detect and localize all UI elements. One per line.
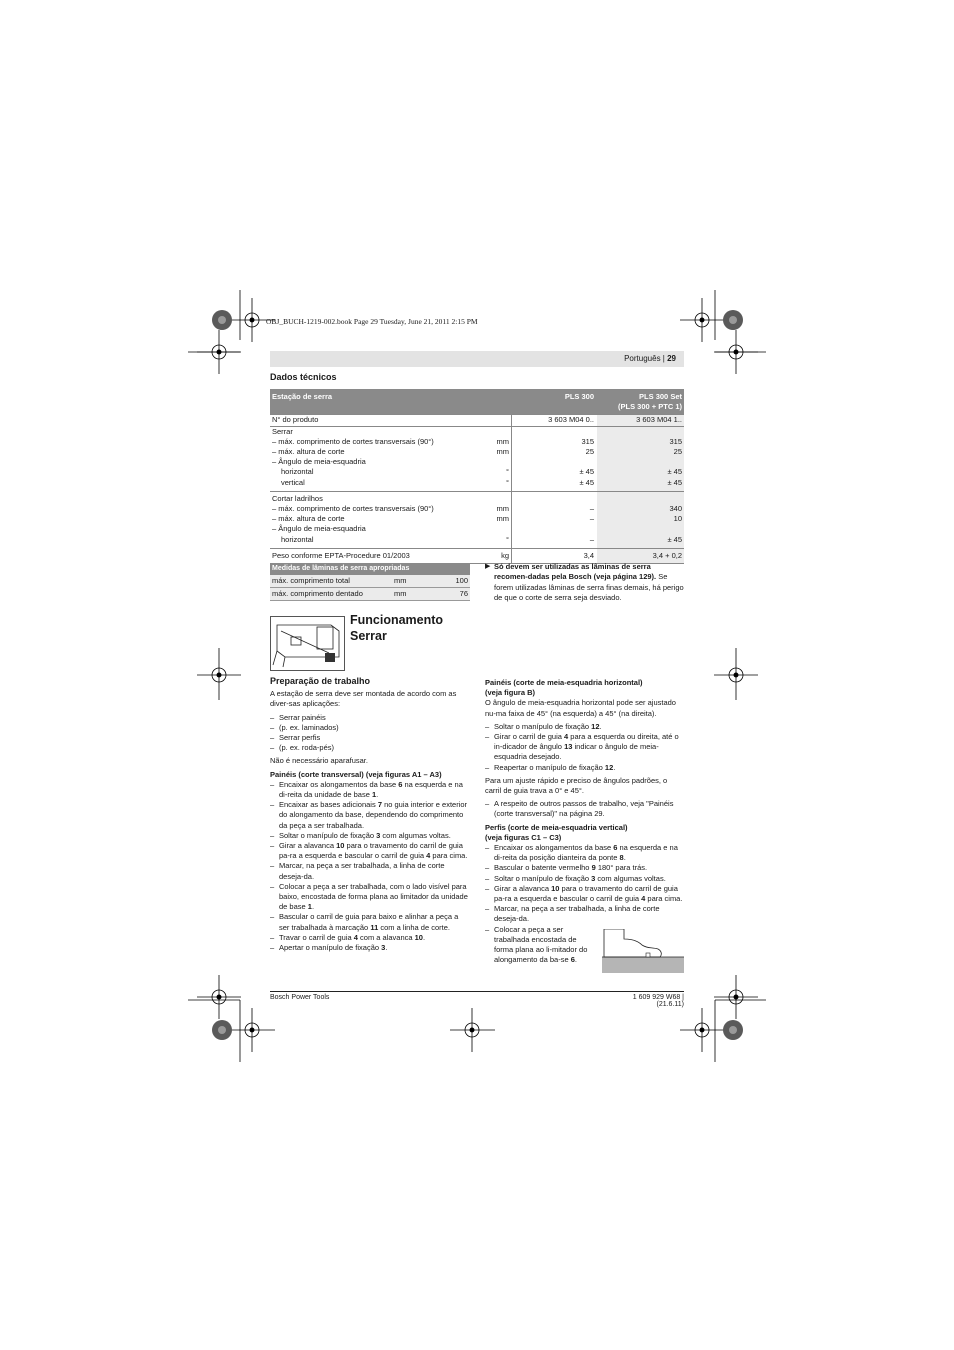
table-row: vertical ° ± 45 ± 45 [270,478,684,492]
section-heading-dados: Dados técnicos [270,372,337,382]
table-row: N° do produto 3 603 M04 0.. 3 603 M04 1.. [272,415,682,425]
list-item: – Soltar o manípulo de fixação 3 com algumas voltas. [270,831,470,841]
list-item: – (p. ex. roda-pés) [270,743,470,753]
print-slug: OBJ_BUCH-1219-002.book Page 29 Tuesday, June 21, 2011 2:15 PM [266,317,478,326]
list-item: – Encaixar as bases adicionais 7 no guia interior e exterior do alongamento da base, dependendo do comprimento da peça a ser trabalhada. [270,800,470,831]
steps-list [485,722,685,773]
footer-brand: Bosch Power Tools [270,994,330,1001]
list-item: – Serrar painéis [270,713,470,723]
table-row: horizontal ° ± 45 ± 45 [281,467,682,477]
table-row: Peso conforme EPTA-Procedure 01/2003 kg 3,4 3,4 + 0,2 [270,548,684,563]
tech-data-table [270,389,684,564]
list-item: – Colocar a peça a ser trabalhada encostada de forma plana ao li-mitador do alongamento da ba-se 6. [485,925,594,966]
table-row: Serrar [270,426,684,437]
header-language: Português [624,354,661,363]
table-row: máx. comprimento total mm 100 [270,575,470,588]
list-item: – Soltar o manípulo de fixação 12. [485,722,685,732]
arrow-icon: ▶ [485,563,491,570]
heading-paineis: Painéis (corte transversal) (veja figuras A1 – A3) [270,769,442,779]
list-item: – Serrar perfis [270,733,470,743]
page-header-bar: Português | 29 [270,351,684,367]
heading-paineis-horizontal: Painéis (corte de meia-esquadria horizontal) (veja figura B) [485,678,643,698]
list-item: – Girar a alavanca 10 para o travamento do carril de guia pa-ra a esquerda e bascular o carril de guia 4 para cima. [270,841,470,861]
left-column: Preparação de trabalho A estação de serra deve ser montada de acordo com as diver-sas aplicações: – Serrar painéis – (p. ex. laminados) – Serrar perfis – (p. ex. roda-pés) Não é necessário aparafusar. Painéis (corte transversal) (veja figuras A1 – A3) – Encaixar os alongamentos da base 6 na esquerda e na di-reita da unidade de base 1. – Encaixar as bases adicionais 7 no guia interior e exterior do alongamento da base, dependendo do comprimento da peça a ser trabalhada. – Soltar o manípulo de fixação 3 com algumas voltas. – Girar a alavanca 10 para o travamento do carril de guia pa-ra a esquerda e bascular o carril de guia 4 para cima. – Marcar, na peça a ser trabalhada, a linha de corte deseja-da. – Colocar a peça a ser trabalhada, com o lado visível para baixo, encostada de forma plana ao limitador da unidade de base 1. – Bascular o carril de guia para baixo e alinhar a peça a ser trabalhada à marcação 11 com a linha de corte. – Travar o carril de guia 4 com a alavanca 10. – Apertar o manípulo de fixação 3. [270,676,470,956]
table-row: horizontal ° – ± 45 [270,535,684,549]
saw-illustration [270,616,345,671]
list-item: – Reapertar o manípulo de fixação 12. [485,763,685,773]
application-list [270,713,470,754]
section-title: Funcionamento Serrar [350,613,444,643]
list-item: – Marcar, na peça a ser trabalhada, a linha de corte deseja-da. [270,861,470,881]
right-column: Painéis (corte de meia-esquadria horizontal) (veja figura B) O ângulo de meia-esquadria horizontal pode ser ajustado nu-ma faixa de 45° (na esquerda) a 45° (na direita). – Soltar o manípulo de fixação 12. – Girar o carril de guia 4 para a esquerda ou direita, até o in-dicador de ângulo 13 indicar o ângulo de meia-esquadria desejado. – Reapertar o manípulo de fixação 12. Para um ajuste rápido e preciso de ângulos padrões, o carril de guia trava a 0° e 45°. – A respeito de outros passos de trabalho, veja "Painéis (corte transversal)" na página 29. Perfis (corte de meia-esquadria vertical) (veja figuras C1 – C3) – Encaixar os alongamentos da base 6 na esquerda e na di-reita da posição dianteira da ponte 8. – Bascular o batente vermelho 9 180° para trás. – Soltar o manípulo de fixação 3 com algumas voltas. – Girar a alavanca 10 para o travamento do carril de guia pa-ra a esquerda e bascular o carril de guia 4 para cima. – Marcar, na peça a ser trabalhada, a linha de corte deseja-da. – Colocar a peça a ser trabalhada encostada de forma plana ao li-mitador do alongamento da ba-se 6. [485,676,685,968]
list-item: – Apertar o manípulo de fixação 3. [270,943,470,953]
table-row: – Ângulo de meia-esquadria [270,524,684,534]
list-item: – Colocar a peça a ser trabalhada, com o lado visível para baixo, encostada de forma plana ao limitador da unidade de base 1. [270,882,470,913]
reference-list [485,799,685,819]
table-row: – Ângulo de meia-esquadria [270,457,684,467]
table-row: Cortar ladrilhos [270,491,684,504]
list-item: – Travar o carril de guia 4 com a alavanca 10. [270,933,470,943]
list-item: – Encaixar os alongamentos da base 6 na esquerda e na di-reita da unidade de base 1. [270,780,470,800]
blade-warning-note: ▶ Só devem ser utilizadas as lâminas de serra recomen-dadas pela Bosch (veja página 129). Se forem utilizadas lâminas de serra finas demais, há perigo de que o corte de serra seja desviado. [485,562,684,603]
table-row: máx. comprimento dentado mm 76 [270,588,470,601]
table-row: – máx. comprimento de cortes transversais (90°) mm – 340 [272,504,682,514]
list-item: – (p. ex. laminados) [270,723,470,733]
footer-doc-number: 1 609 929 W68 | (21.6.11) [632,994,684,1008]
table-header-row: Estação de serra PLS 300 PLS 300 Set (PLS 300 + PTC 1) [270,389,684,415]
list-item: – Bascular o carril de guia para baixo e alinhar a peça a ser trabalhada à marcação 11 com a linha de corte. [270,912,470,932]
list-item: – Encaixar os alongamentos da base 6 na esquerda e na di-reita da posição dianteira da ponte 8. [485,843,685,863]
list-item: – Girar a alavanca 10 para o travamento do carril de guia pa-ra a esquerda e bascular o carril de guia 4 para cima. [485,884,685,904]
table-row: – máx. comprimento de cortes transversais (90°) mm 315 315 [272,436,682,446]
heading-preparacao: Preparação de trabalho [270,676,371,686]
page-number: 29 [667,354,676,363]
heading-perfis: Perfis (corte de meia-esquadria vertical) (veja figuras C1 – C3) [485,822,628,842]
table-row: – máx. altura de corte mm – 10 [272,514,682,524]
blade-size-table [270,563,470,601]
list-item: – Girar o carril de guia 4 para a esquerda ou direita, até o in-dicador de ângulo 13 indicar o ângulo de meia-esquadria desejado. [485,732,685,763]
list-item: – Bascular o batente vermelho 9 180° para trás. [485,863,685,873]
profile-illustration [602,929,684,973]
list-item: – Soltar o manípulo de fixação 3 com algumas voltas. [485,874,685,884]
steps-list [270,780,470,953]
list-item: – Marcar, na peça a ser trabalhada, a linha de corte deseja-da. [485,904,685,924]
list-item: – A respeito de outros passos de trabalho, veja "Painéis (corte transversal)" na página 29. [485,799,685,819]
table-row: – máx. altura de corte mm 25 25 [272,447,682,457]
table-header-row: Medidas de lâminas de serra apropriadas [270,563,470,575]
footer-divider [270,991,684,992]
